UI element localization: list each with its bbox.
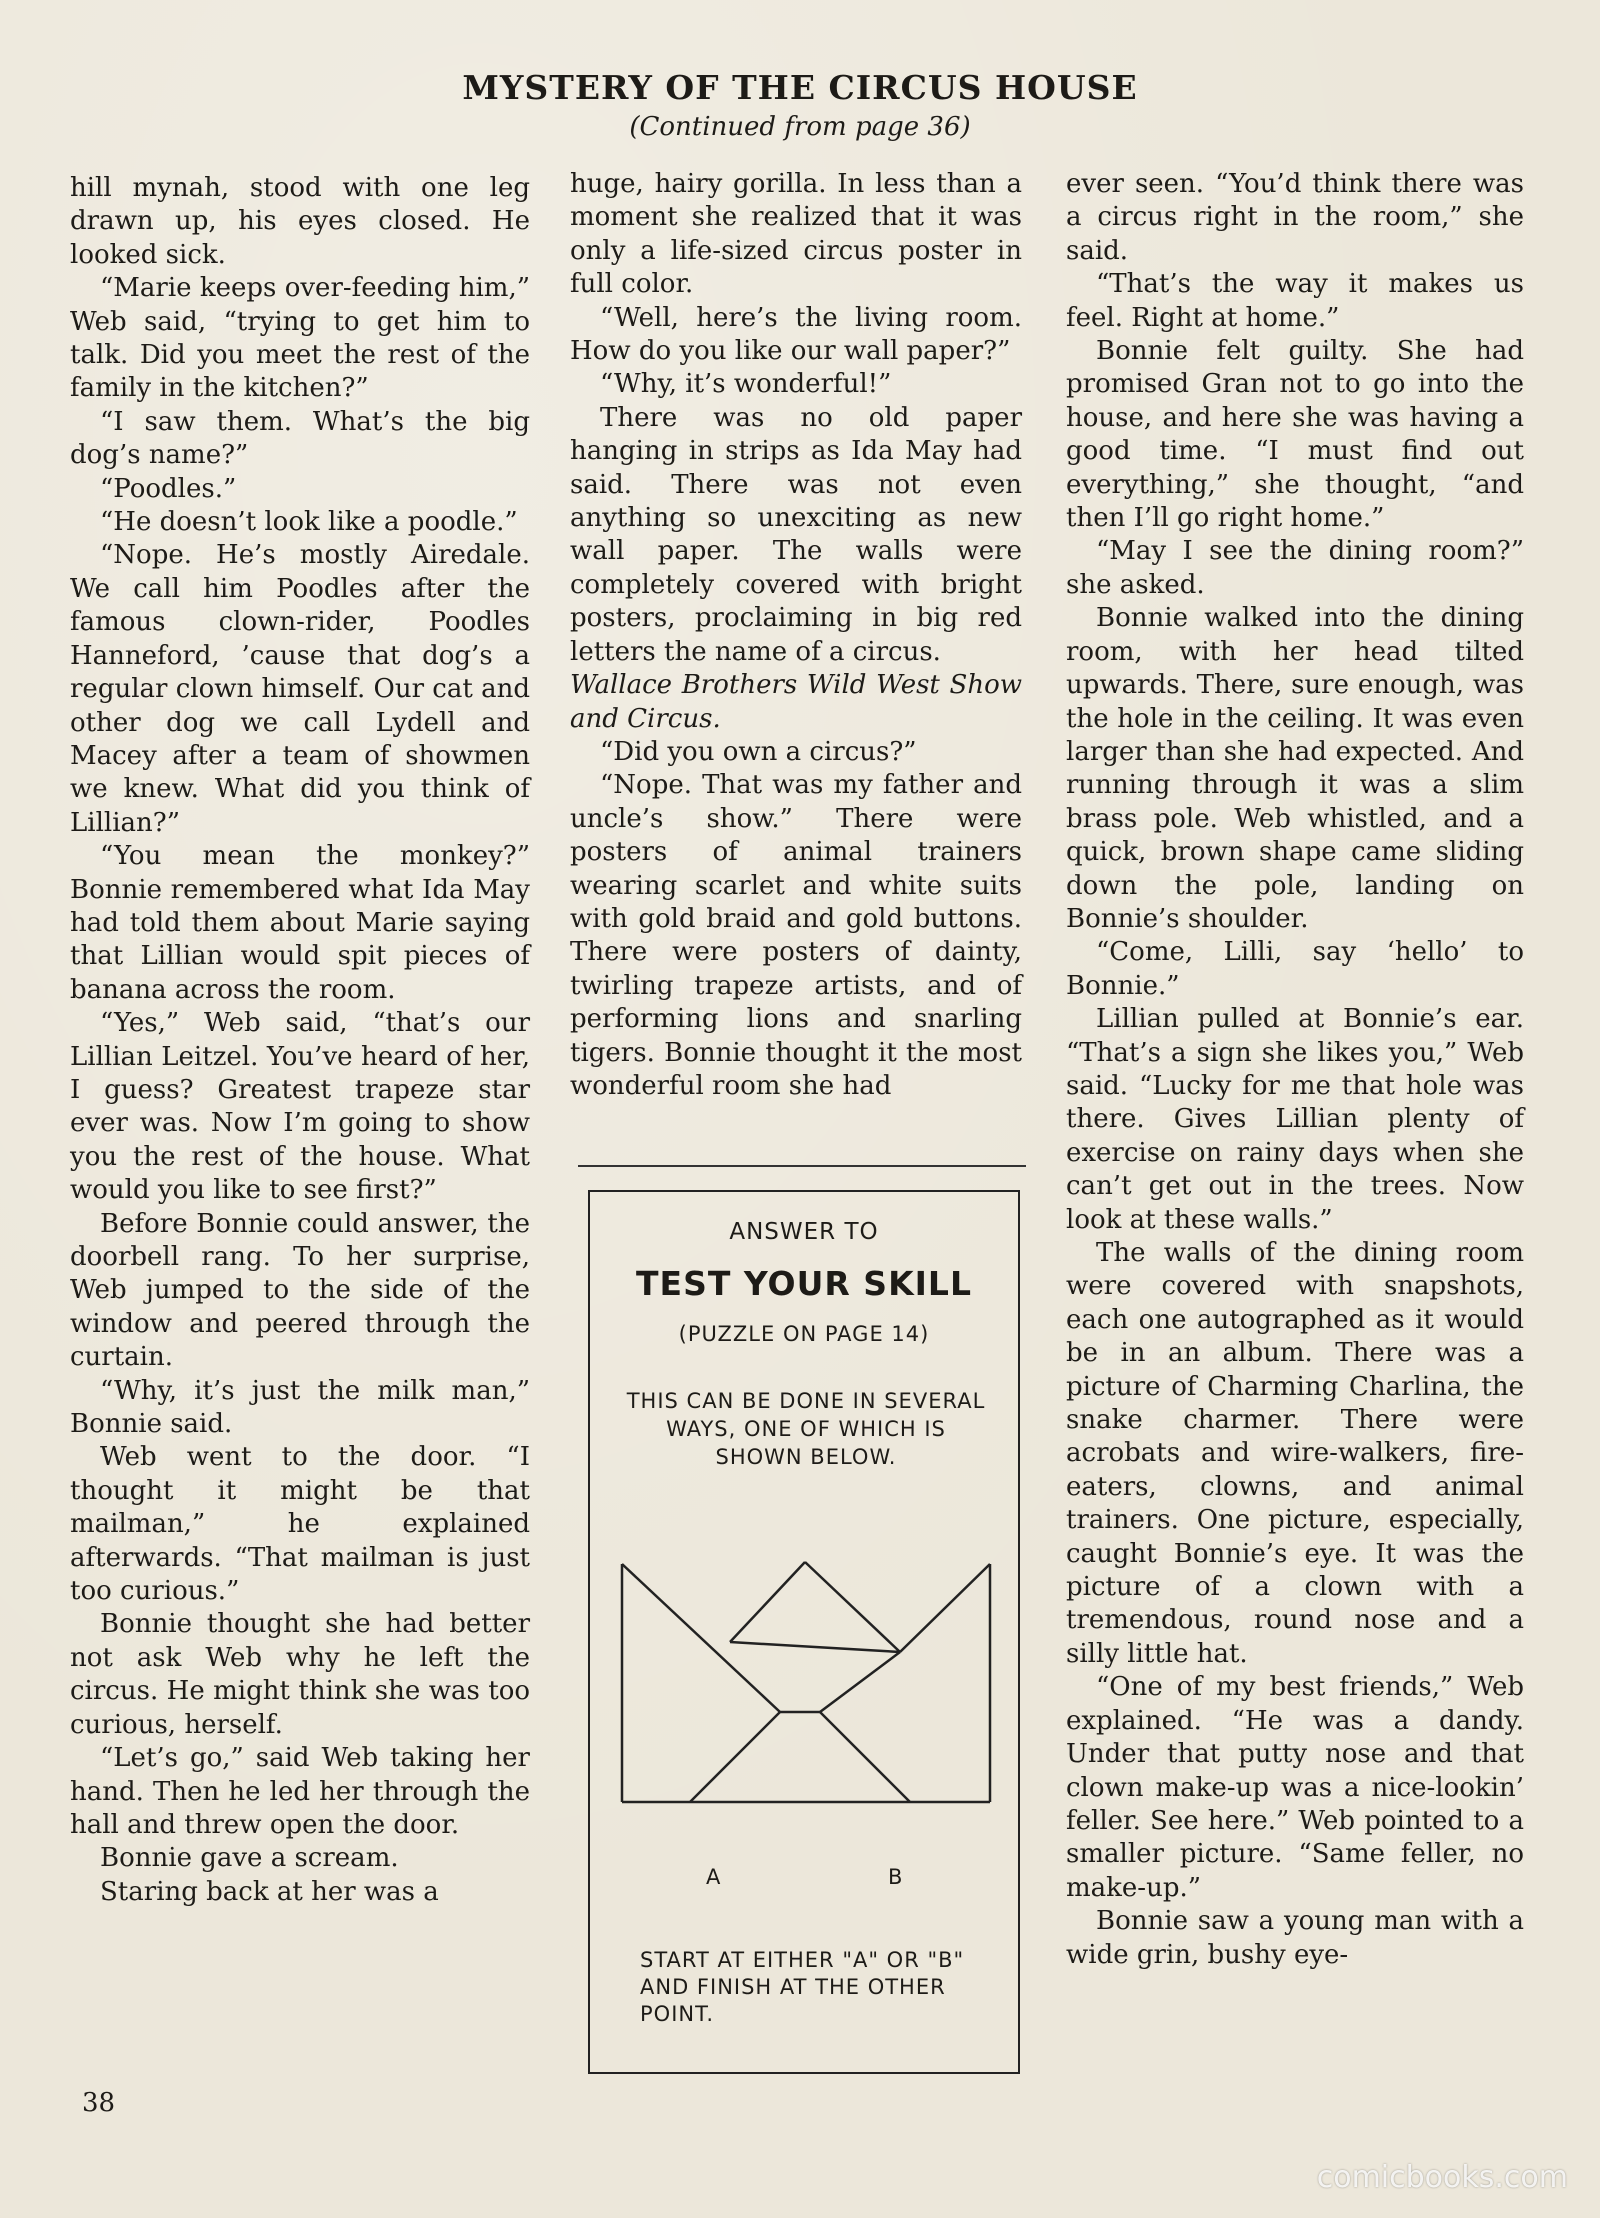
- story-title: MYSTERY OF THE CIRCUS HOUSE: [462, 68, 1138, 107]
- answer-title: TEST YOUR SKILL: [636, 1264, 972, 1303]
- answer-instructions: START AT EITHER "A" OR "B" AND FINISH AT THE OTHER POINT.: [640, 1948, 965, 2026]
- paragraph: Before Bonnie could answer, the doorbell rang. To her surprise, Web jumped to the side of the window and peered through the curtain.: [70, 1208, 530, 1373]
- paragraph: “Let’s go,” said Web taking her hand. Then he led her through the hall and threw open the door.: [70, 1743, 530, 1840]
- paragraph: Bonnie gave a scream.: [100, 1843, 399, 1874]
- paragraph: There was no old paper hanging in strips as Ida May had said. There was not even anything so unexciting as new wall paper. The walls were completely covered with bright posters, proclaiming in big red letters the name of a circus.: [570, 402, 1022, 667]
- answer-heading: ANSWER TO: [729, 1219, 879, 1245]
- line-segment: [690, 1712, 780, 1802]
- paragraph: “Nope. That was my father and uncle’s show.” There were posters of animal trainers wearing scarlet and white suits with gold braid and gold buttons. There were posters of dainty, twirling trapeze artists, and of performing lions and snarling tigers. Bonnie thought it the most wonderful room she had: [570, 770, 1022, 1101]
- paragraph: “Yes,” Web said, “that’s our Lillian Leitzel. You’ve heard of her, I guess? Greatest trapeze star ever was. Now I’m going to show you the rest of the house. What would you like to see first?”: [70, 1008, 530, 1206]
- page-number: 38: [82, 2088, 116, 2118]
- paragraph: “He doesn’t look like a poodle.”: [100, 507, 518, 538]
- line-segment: [820, 1712, 910, 1802]
- divider-rule: [578, 1165, 1026, 1167]
- line-segment: [805, 1562, 900, 1652]
- paragraph: ever seen. “You’d think there was a circus right in the room,” she said.: [1066, 169, 1524, 266]
- paragraph: huge, hairy gorilla. In less than a moment she realized that it was only a life-sized circus poster in full color.: [570, 169, 1022, 300]
- paragraph: “Nope. He’s mostly Airedale. We call him Poodles after the famous clown-rider, Poodles Hanneford, ’cause that dog’s a regular clown himself. Our cat and other dog we call Lydell and Macey after a team of showmen we knew. What did you think of Lillian?”: [70, 540, 530, 838]
- paragraph: Bonnie felt guilty. She had promised Gran not to go into the house, and here she was having a good time. “I must find out everything,” she thought, “and then I’ll go right home.”: [1066, 336, 1524, 534]
- line-segment: [820, 1652, 900, 1712]
- answer-note: THIS CAN BE DONE IN SEVERAL WAYS, ONE OF WHICH IS SHOWN BELOW.: [626, 1389, 986, 1469]
- point-a-label: A: [706, 1865, 721, 1889]
- line-segment: [730, 1562, 805, 1642]
- paragraph: “Well, here’s the living room. How do you like our wall paper?”: [570, 302, 1022, 367]
- paragraph: Lillian pulled at Bonnie’s ear. “That’s a sign she likes you,” Web said. “Lucky for me that hole was there. Gives Lillian plenty of exercise on rainy days when she can’t get out in the trees. Now look at these walls.”: [1066, 1004, 1524, 1235]
- continued-note: (Continued from page 36): [629, 112, 971, 142]
- paragraph-show-name: [570, 669, 1022, 736]
- puzzle-reference: (PUZZLE ON PAGE 14): [678, 1322, 930, 1346]
- paragraph: The walls of the dining room were covered with snapshots, each one autographed as it would be in an album. There was a picture of Charming Charlina, the snake charmer. There were acrobats and wire-walkers, fire-eaters, clowns, and animal trainers. One picture, especially, caught Bonnie’s eye. It was the picture of a clown with a tremendous, round nose and a silly little hat.: [1066, 1238, 1524, 1669]
- paragraph: Bonnie saw a young man with a wide grin, bushy eye-: [1066, 1906, 1524, 1970]
- answer-box: [588, 1190, 1020, 2074]
- paragraph: Staring back at her was a: [100, 1876, 439, 1907]
- paragraph: Web went to the door. “I thought it might be that mailman,” he explained afterwards. “That mailman is just too curious.”: [70, 1442, 530, 1607]
- watermark-logo: comicbooks.com: [1316, 2160, 1568, 2195]
- paragraph: hill mynah, stood with one leg drawn up, his eyes closed. He looked sick.: [70, 173, 530, 270]
- paragraph: “Why, it’s just the milk man,” Bonnie said.: [70, 1375, 530, 1440]
- paragraph: “Did you own a circus?”: [600, 736, 917, 767]
- paragraph: “You mean the monkey?” Bonnie remembered what Ida May had told them about Marie saying that Lillian would spit pieces of banana across the room.: [70, 841, 530, 1005]
- paragraph: “Come, Lilli, say ‘hello’ to Bonnie.”: [1066, 937, 1524, 1001]
- paragraph: “One of my best friends,” Web explained. “He was a dandy. Under that putty nose and that clown make-up was a nice-lookin’ feller. See here.” Web pointed to a smaller picture. “Same feller, no make-up.”: [1066, 1672, 1524, 1903]
- paragraph: “Marie keeps over-feeding him,” Web said, “trying to get him to talk. Did you meet the rest of the family in the kitchen?”: [70, 273, 530, 404]
- point-b-label: B: [888, 1865, 903, 1889]
- text-column-2: [570, 168, 1022, 1103]
- line-segment: [622, 1564, 780, 1712]
- paragraph: “Why, it’s wonderful!”: [600, 369, 892, 400]
- circus-name: Wallace Brothers Wild West Show and Circus.: [570, 670, 1022, 734]
- puzzle-solution-figure: [620, 1552, 992, 1842]
- paragraph: “Poodles.”: [100, 473, 237, 504]
- line-segment: [730, 1642, 900, 1652]
- text-column-1: [70, 172, 530, 1909]
- line-segment: [900, 1564, 990, 1652]
- paragraph: “May I see the dining room?” she asked.: [1066, 536, 1524, 600]
- paragraph: “That’s the way it makes us feel. Right at home.”: [1066, 269, 1524, 333]
- paragraph: Bonnie thought she had better not ask Web why he left the circus. He might think she was too curious, herself.: [70, 1609, 530, 1740]
- paragraph: Bonnie walked into the dining room, with her head tilted upwards. There, sure enough, was the hole in the ceiling. It was even larger than she had expected. And running through it was a slim brass pole. Web whistled, and a quick, brown shape came sliding down the pole, landing on Bonnie’s shoulder.: [1066, 603, 1524, 934]
- paragraph: “I saw them. What’s the big dog’s name?”: [70, 406, 530, 471]
- text-column-3: [1066, 168, 1524, 1972]
